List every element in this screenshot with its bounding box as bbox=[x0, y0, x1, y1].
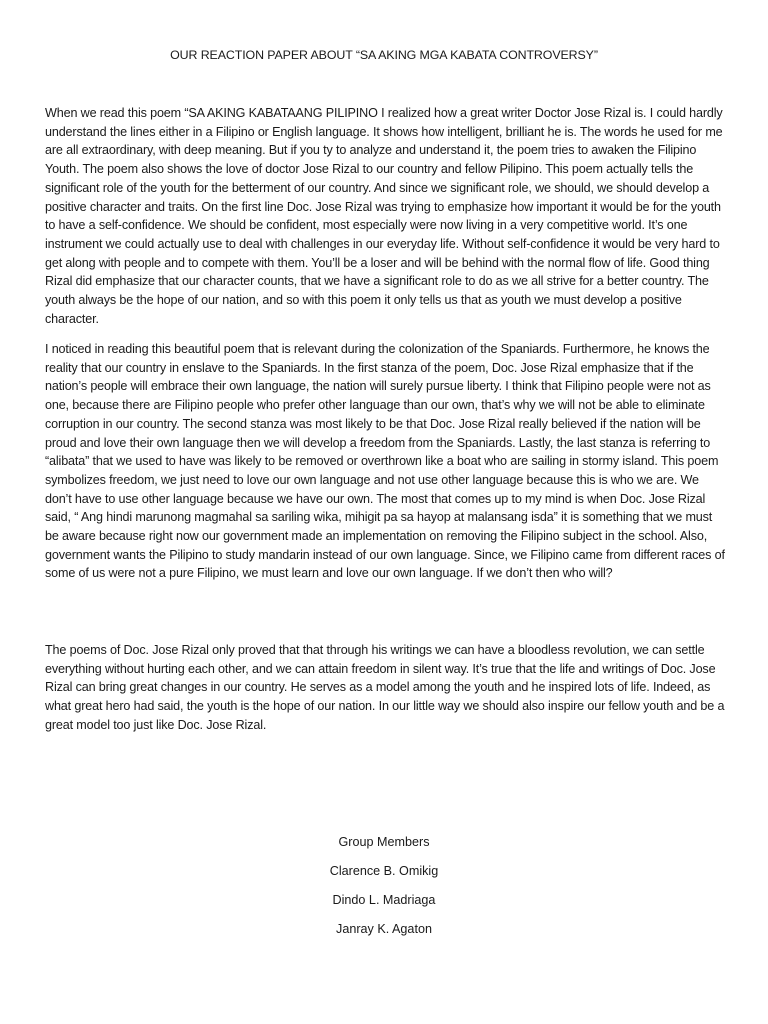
document-title: OUR REACTION PAPER ABOUT “SA AKING MGA KABATA CONTROVERSY” bbox=[170, 48, 598, 62]
member-name: Janray K. Agaton bbox=[336, 922, 432, 936]
paragraph-1: When we read this poem “SA AKING KABATAANG PILIPINO I realized how a great writer Doctor Jose Rizal is. I could hardly understand the lines either in a Filipino or English language. It shows how intelligent, brilliant he is. The words he used for me are all extraordinary, with deep meaning. But if you ty to analyze and understand it, the poem tries to awaken the Filipino Youth. The poem also shows the love of doctor Jose Rizal to our country and fellow Pilipino. This poem actually tells the significant role of the youth for the betterment of our country. And since we significant role, we should, we should develop a positive character and traits. On the first line Doc. Jose Rizal was trying to emphasize how important it would be for the youth to have a self-confidence. We should be confident, most especially were now living in a very competitive world. It’s one instrument we could actually use to deal with challenges in our everyday life. Without self-confidence it would be very hard to get along with people and to compete with them. You’ll be a loser and will be behind with the normal flow of life. Good thing Rizal did emphasize that our character counts, that we have a significant role to do as we all strive for a better country. The youth always be the hope of our nation, and so with this poem it only tells us that as youth we must develop a positive character. bbox=[45, 106, 723, 326]
paragraph-3: The poems of Doc. Jose Rizal only proved that that through his writings we can have a bloodless revolution, we can settle everything without hurting each other, and we can attain freedom in silent way. It’s true that the life and writings of Doc. Jose Rizal can bring great changes in our country. He serves as a model among the youth and he inspired lots of life. Indeed, as what great hero had said, the youth is the hope of our nation. In our little way we should also inspire our fellow youth and be a great model too just like Doc. Jose Rizal. bbox=[45, 643, 725, 732]
group-members-heading: Group Members bbox=[338, 835, 430, 849]
member-name: Dindo L. Madriaga bbox=[332, 893, 436, 907]
group-members-section bbox=[0, 833, 768, 949]
paragraph-2: I noticed in reading this beautiful poem that is relevant during the colonization of the Spaniards. Furthermore, he knows the reality that our country in enslave to the Spaniards. In the first stanza of the poem, Doc. Jose Rizal emphasize that if the nation’s people will embrace their own language, the nation will surely pursue liberty. I think that Filipino people were not as one, because there are Filipino people who prefer other language than our own, that’s why we will not be able to eliminate corruption in our country. The second stanza was most likely to be that Doc. Jose Rizal really believed if the nation will be proud and love their own language then we will develop a freedom from the Spaniards. Lastly, the last stanza is referring to “alibata” that we used to have was likely to be removed or overthrown like a boat who are sailing in stormy island. This poem symbolizes freedom, we just need to love our own language and not use other language because this is who we are. We don’t have to use other language because we have our own. The most that comes up to my mind is when Doc. Jose Rizal said, “ Ang hindi marunong magmahal sa sariling wika, mihigit pa sa hayop at malansang isda” it is something that we must be aware because right now our government made an implementation on removing the Filipino subject in the school. Also, government wants the Pilipino to study mandarin instead of our own language. Since, we Filipino came from different races of some of us were not a pure Filipino, we must learn and love our own language. If we don’t then who will? bbox=[45, 342, 725, 581]
member-name: Clarence B. Omikig bbox=[329, 864, 439, 878]
